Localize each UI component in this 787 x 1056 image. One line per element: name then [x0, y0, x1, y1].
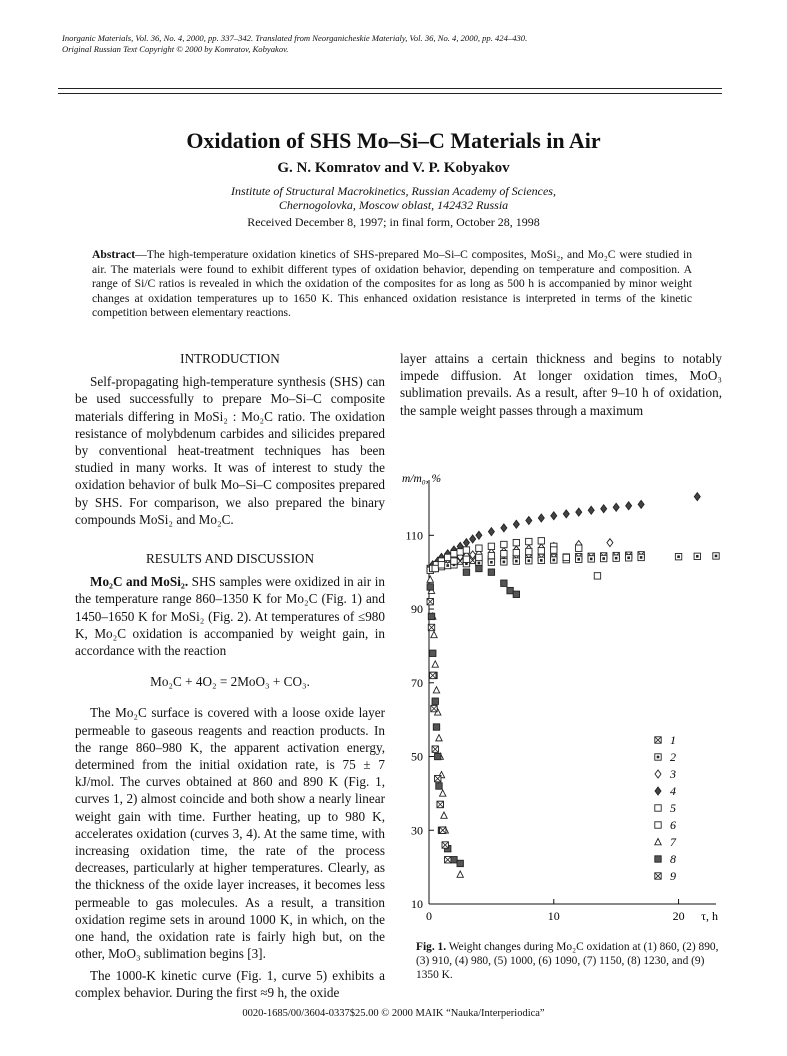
- received-date: Received December 8, 1997; in final form, October 28, 1998: [247, 215, 540, 229]
- results-heading: RESULTS AND DISCUSSION: [145, 551, 315, 567]
- data-point: [427, 598, 433, 604]
- data-point: [538, 538, 544, 544]
- x-tick-label: 20: [672, 909, 685, 923]
- data-point: [607, 539, 613, 547]
- y-tick-label: 10: [411, 897, 423, 911]
- data-point: [430, 672, 436, 678]
- data-point: [501, 541, 507, 547]
- y-axis-label: m/m₀, %: [402, 473, 442, 485]
- legend-marker-5: [655, 805, 661, 811]
- footer-copyright: 0020-1685/00/3604-0337$25.00 © 2000 MAIK “Nauka/Interperiodica”: [242, 1008, 545, 1019]
- legend-label-3: 3: [670, 767, 676, 781]
- series-8: [427, 565, 520, 866]
- data-point: [457, 860, 463, 866]
- data-point: [436, 735, 442, 741]
- data-point: [435, 753, 441, 759]
- data-point: [526, 558, 532, 564]
- results-bold-lead: Mo₂C and MoSi₂.: [90, 574, 189, 590]
- data-point: [507, 587, 513, 593]
- legend-marker-6: [655, 822, 661, 828]
- data-point: [476, 531, 482, 539]
- data-point: [438, 562, 444, 568]
- data-point: [626, 502, 632, 510]
- y-tick-label: 30: [411, 823, 423, 838]
- top-rule-2: [58, 93, 722, 94]
- figure-caption-label: Fig. 1.: [416, 941, 447, 953]
- data-point: [576, 556, 582, 562]
- paragraph-2: The Mo₂C surface is covered with a loose oxide layer permeable to gaseous reagents and reaction products. In the range 860–980 K, the apparent activation energy, determined from the initial oxidation rate, is 75 ± 7 kJ/mol. The curves obtained at 860 and 890 K (Fig. 1, curves 1, 2) almost coincide and both show a nearly linear weight gain with time. Further heating, up to 980 K, accelerates oxidation (curves 3, 4). At the same time, with increasing oxidation time, the rate of the process decreases, particularly at higher temperatures. Clearly, as the thickness of the oxide layer increases, it becomes less permeable to gas molecules. As a result, a transition oxidation regime sets in around 1000 K, in which, on the one hand, the oxidation rate is fairly high but, on the other, MoO₃ sublimation begins [3].: [75, 705, 385, 962]
- data-point: [451, 551, 457, 557]
- data-point: [440, 827, 446, 833]
- data-point: [488, 543, 494, 549]
- legend-label-7: 7: [670, 835, 676, 849]
- data-point: [430, 650, 436, 656]
- introduction-paragraph: Self-propagating high-temperature synthesis (SHS) can be used successfully to prepare Mo–Si–C composite materials differing in MoSi₂ : Mo₂C ratio. The oxidation resistance of molybdenum carbides and silicides prepared by conventional heat-treatment techniques has been studied in many works. It was of interest to study the oxidation behavior of bulk Mo–Si–C composites prepared by SHS. For comparison, we also prepared the binary compounds MoSi₂ and Mo₂C.: [75, 374, 385, 527]
- data-point: [563, 554, 569, 560]
- data-point: [638, 554, 644, 560]
- data-point: [501, 524, 507, 532]
- data-point: [613, 503, 619, 511]
- data-point: [588, 556, 594, 562]
- journal-header: [62, 33, 527, 55]
- data-point: [713, 553, 719, 559]
- legend-marker-4: [655, 787, 661, 795]
- legend-label-2: 2: [670, 750, 676, 764]
- data-point: [513, 591, 519, 597]
- data-point: [463, 547, 469, 553]
- legend-label-8: 8: [670, 852, 676, 866]
- right-paragraph: layer attains a certain thickness and begins to notably impede diffusion. At longer oxidation times, MoO₃ sublimation prevails. As a result, after 9–10 h of oxidation, the sample weight passes through a maximum: [400, 351, 722, 418]
- x-tick-label: 0: [426, 909, 432, 923]
- paper-title: Oxidation of SHS Mo–Si–C Materials in Air: [186, 128, 601, 153]
- data-point: [427, 576, 433, 582]
- data-point: [463, 569, 469, 575]
- data-point: [538, 548, 544, 554]
- data-point: [501, 559, 507, 565]
- legend-marker-3: [655, 770, 661, 778]
- data-point: [433, 724, 439, 730]
- data-point: [488, 528, 494, 536]
- data-point: [625, 555, 631, 561]
- legend-marker-2: [655, 754, 661, 760]
- legend-marker-7: [655, 839, 661, 845]
- affiliation: [0, 184, 787, 212]
- data-point: [433, 687, 439, 693]
- data-point: [513, 539, 519, 545]
- data-point: [675, 553, 681, 559]
- data-point: [457, 871, 463, 877]
- figure-caption-text: Weight changes during Mo₂C oxidation at (1) 860, (2) 890, (3) 910, (4) 980, (5) 1000, (6) 1090, (7) 1150, (8) 1230, and (9) 1350 K.: [416, 941, 719, 981]
- y-tick-label: 110: [405, 528, 423, 543]
- x-axis-label: τ, h: [701, 909, 718, 923]
- data-point: [442, 842, 448, 848]
- top-rule: [58, 88, 722, 89]
- data-point: [551, 547, 557, 553]
- figure-1-chart: [396, 470, 726, 940]
- data-point: [613, 555, 619, 561]
- data-point: [576, 508, 582, 516]
- journal-header-line1: Inorganic Materials, Vol. 36, No. 4, 2000, pp. 337–342. Translated from Neorganicheskie Materialy, Vol. 36, No. 4, 2000, pp. 424–430.: [62, 33, 528, 43]
- data-point: [431, 631, 437, 637]
- data-point: [694, 493, 700, 501]
- data-point: [501, 580, 507, 586]
- legend-label-5: 5: [670, 801, 676, 815]
- data-point: [488, 559, 494, 565]
- legend-label-6: 6: [670, 818, 676, 832]
- authors: G. N. Komratov and V. P. Kobyakov: [277, 160, 510, 176]
- paragraph-3: The 1000-K kinetic curve (Fig. 1, curve 5) exhibits a complex behavior. During the first ≈9 h, the oxide: [75, 967, 385, 1000]
- data-point: [432, 661, 438, 667]
- data-point: [432, 565, 438, 571]
- abstract: [92, 248, 692, 321]
- data-point: [451, 558, 457, 564]
- data-point: [526, 517, 532, 525]
- data-point: [638, 500, 644, 508]
- legend-marker-9: [655, 873, 661, 879]
- data-point: [563, 510, 569, 518]
- data-point: [526, 548, 532, 554]
- data-point: [551, 512, 557, 520]
- x-tick-label: 10: [547, 909, 560, 923]
- reaction-equation: Mo₂C + 4O₂ = 2MoO₃ + CO₃.: [150, 674, 310, 690]
- data-point: [445, 554, 451, 560]
- data-point: [538, 557, 544, 563]
- data-point: [445, 857, 451, 863]
- data-point: [428, 624, 434, 630]
- data-point: [601, 505, 607, 513]
- left-column: [75, 350, 385, 1001]
- affiliation-line2: Chernogolovka, Moscow oblast, 142432 Russia: [278, 198, 509, 212]
- data-point: [513, 520, 519, 528]
- journal-header-line2: Original Russian Text Copyright © 2000 by Komratov, Kobyakov.: [62, 44, 289, 54]
- data-point: [694, 553, 700, 559]
- data-point: [488, 552, 494, 558]
- y-tick-label: 70: [411, 675, 423, 690]
- right-column: [400, 350, 722, 419]
- legend-marker-1: [655, 737, 661, 743]
- data-point: [428, 613, 434, 619]
- data-point: [513, 549, 519, 555]
- data-point: [451, 857, 457, 863]
- data-point: [588, 506, 594, 514]
- data-point: [501, 551, 507, 557]
- data-point: [436, 783, 442, 789]
- data-point: [432, 746, 438, 752]
- legend-label-4: 4: [670, 784, 676, 798]
- data-point: [432, 698, 438, 704]
- legend-label-9: 9: [670, 869, 676, 883]
- series-9: [427, 598, 451, 862]
- data-point: [431, 705, 437, 711]
- figure-caption: [416, 940, 722, 982]
- legend-label-1: 1: [670, 733, 676, 747]
- data-point: [488, 569, 494, 575]
- data-point: [441, 812, 447, 818]
- abstract-label: Abstract: [92, 248, 136, 261]
- data-point: [594, 573, 600, 579]
- data-point: [600, 555, 606, 561]
- data-point: [457, 549, 463, 555]
- data-point: [427, 584, 433, 590]
- data-point: [538, 514, 544, 522]
- affiliation-line1: Institute of Structural Macrokinetics, Russian Academy of Sciences,: [231, 184, 556, 198]
- data-point: [551, 557, 557, 563]
- results-text: SHS samples were oxidized in air in the temperature range 860–1350 K for Mo₂C (Fig. 1) and 1450–1650 K for MoSi₂ (Fig. 2). At temperatures of ≤980 K, Mo₂C oxidation is accompanied by weight gain, in accordance with the reaction: [75, 574, 385, 659]
- data-point: [476, 565, 482, 571]
- legend-marker-8: [655, 856, 661, 862]
- introduction-heading: INTRODUCTION: [180, 351, 280, 366]
- abstract-text: —The high-temperature oxidation kinetics of SHS-prepared Mo–Si–C composites, MoSi₂, and Mo₂C were studied in air. The materials were found to exhibit different types of oxidation behavior, depending on temperature and composition. A range of Si/C ratios is revealed in which the oxidation of the composites for as long as 500 h is accompanied by minor weight changes at oxidation temperatures up to 1650 K. This enhanced oxidation resistance is interpreted in terms of the kinetic competition between elementary reactions.: [92, 248, 692, 320]
- data-point: [470, 535, 476, 543]
- data-point: [476, 554, 482, 560]
- data-point: [435, 775, 441, 781]
- data-point: [476, 545, 482, 551]
- y-tick-label: 90: [411, 602, 423, 617]
- data-point: [576, 545, 582, 551]
- data-point: [513, 558, 519, 564]
- data-point: [440, 790, 446, 796]
- data-point: [526, 538, 532, 544]
- data-point: [463, 556, 469, 562]
- y-tick-label: 50: [411, 749, 423, 764]
- data-point: [463, 539, 469, 547]
- results-paragraph: [75, 573, 385, 659]
- data-point: [437, 801, 443, 807]
